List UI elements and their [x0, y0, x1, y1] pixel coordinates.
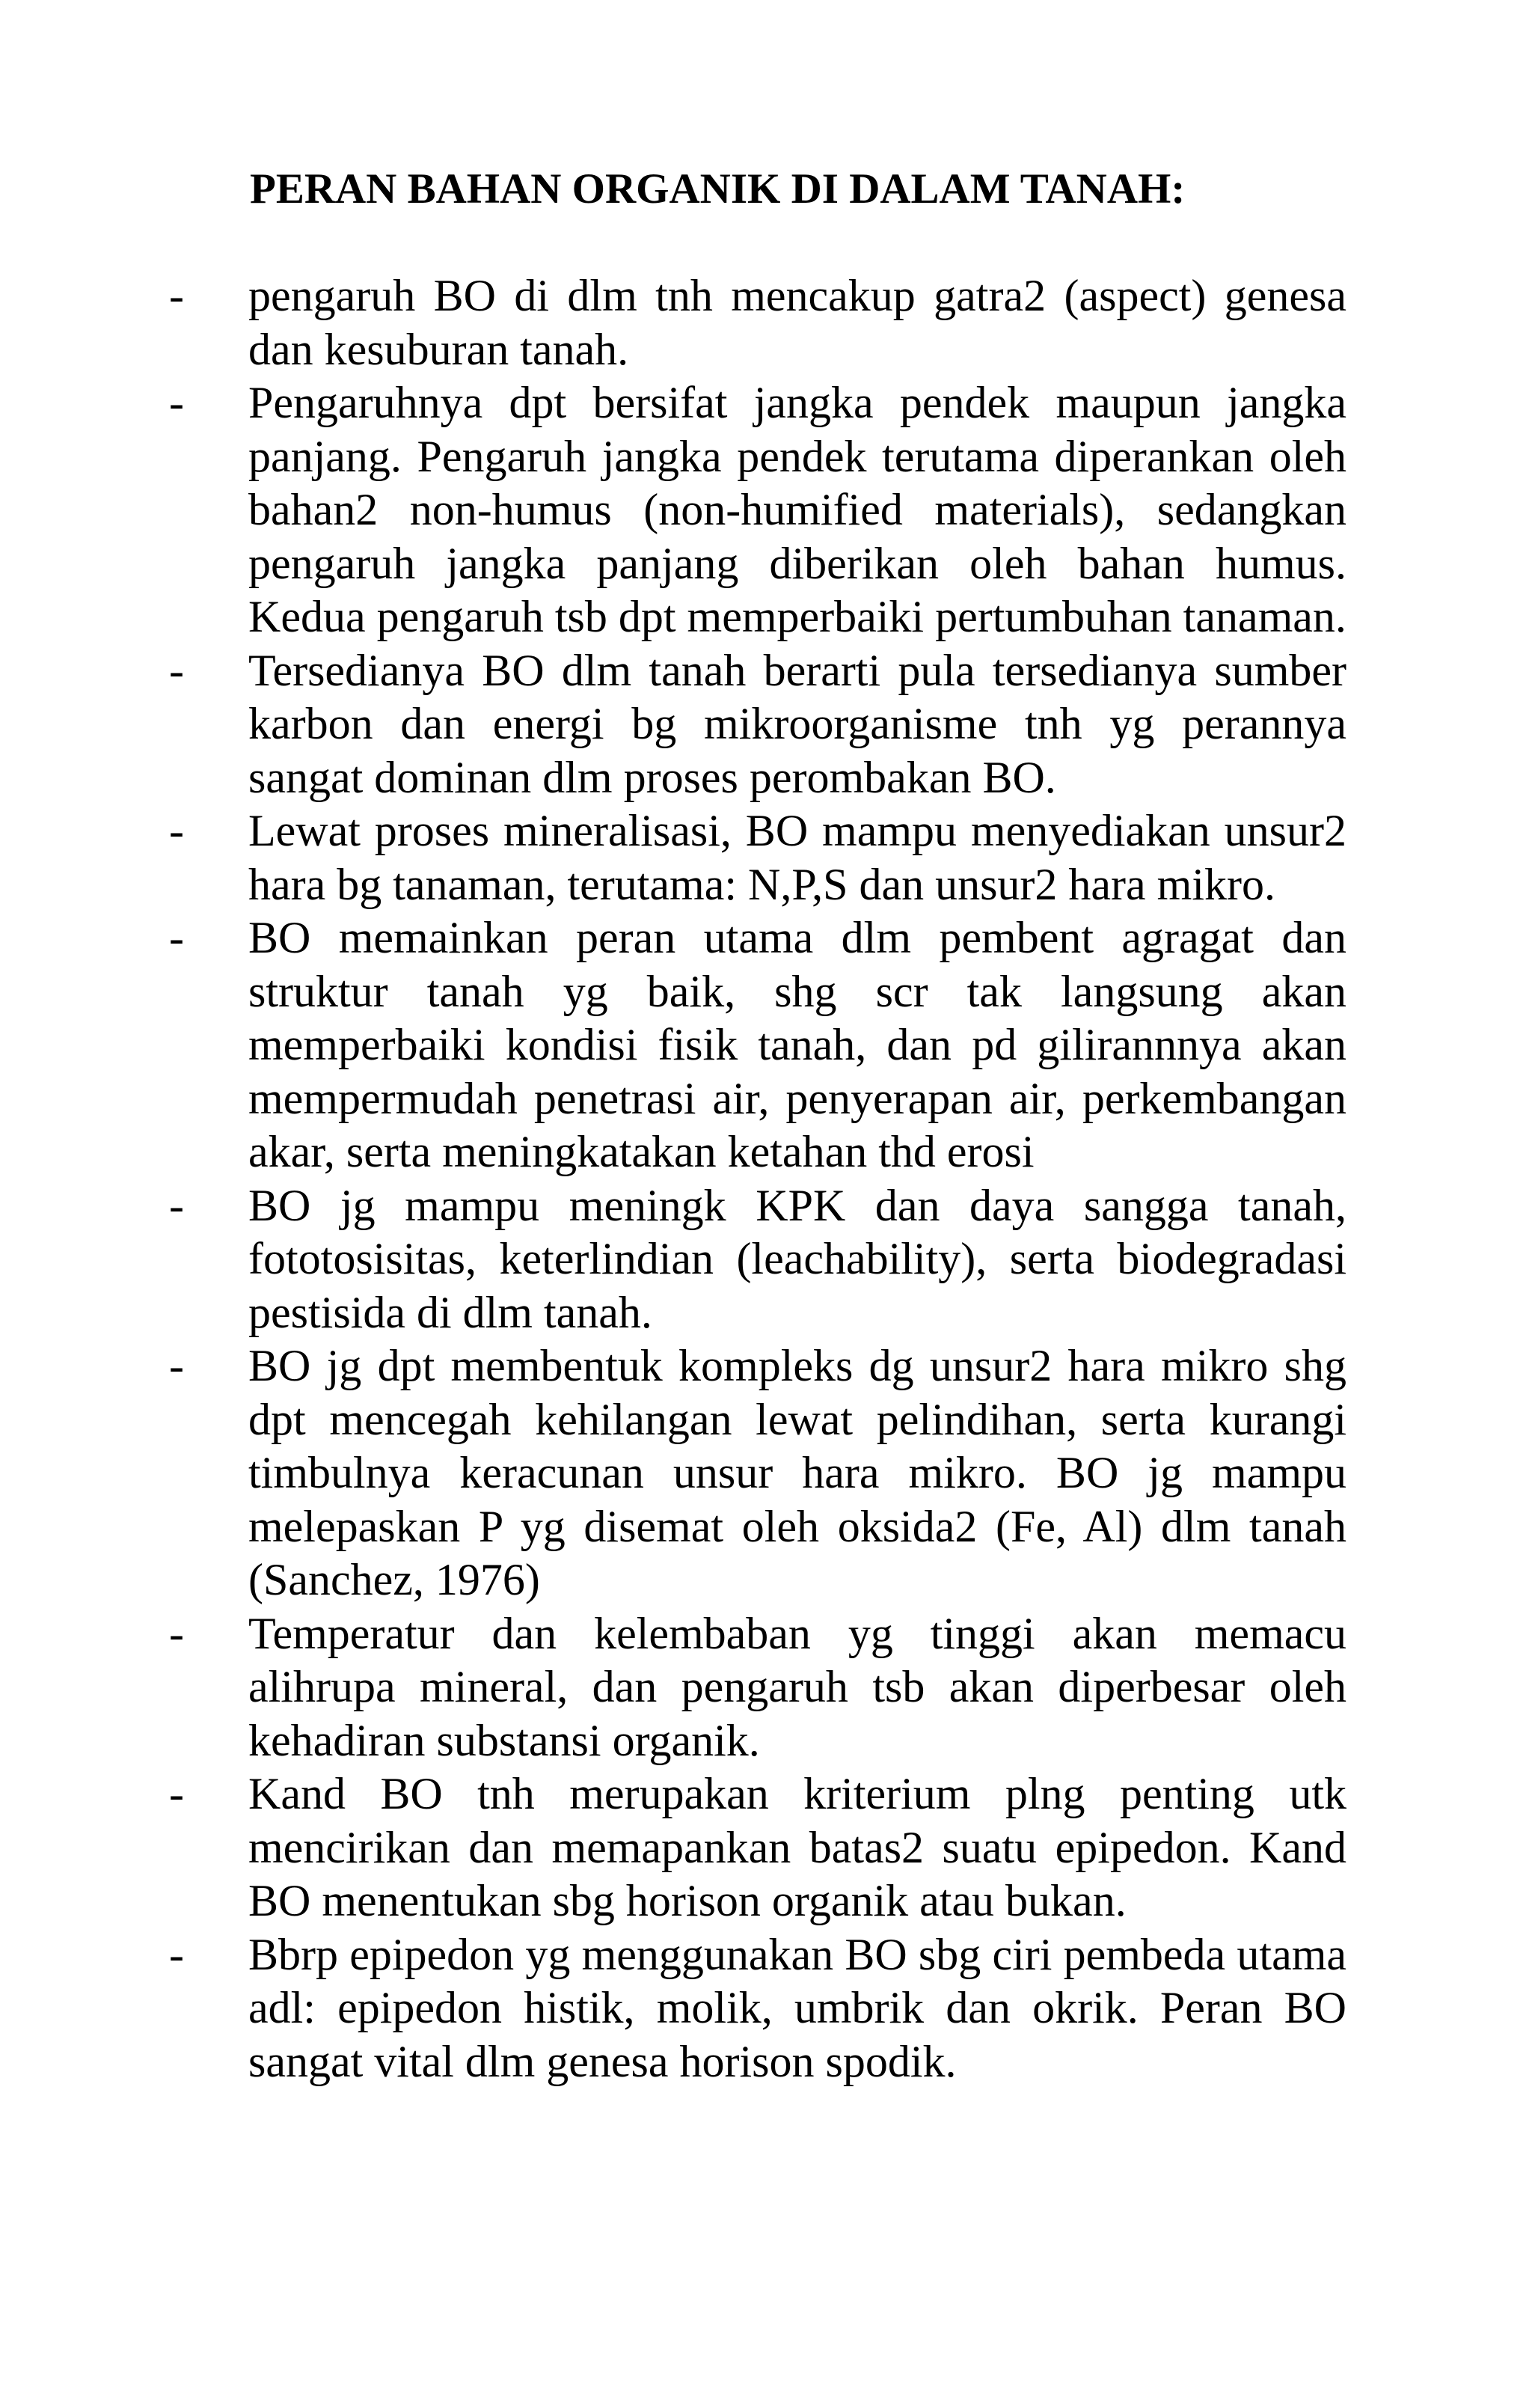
- bullet-dash: -: [169, 1929, 184, 1979]
- bullet-dash: -: [169, 378, 184, 427]
- list-item-text: Pengaruhnya dpt bersifat jangka pendek maupun jangka panjang. Pengaruh jangka pendek terutama diperankan oleh bahan2 non-humus (non-humified materials), sedangkan pengaruh jangka panjang diberikan oleh bahan humus. Kedua pengaruh tsb dpt memperbaiki pertumbuhan tanaman.: [248, 378, 1346, 641]
- page-title: PERAN BAHAN ORGANIK DI DALAM TANAH:: [250, 165, 1186, 213]
- list-item-text: BO jg mampu meningk KPK dan daya sangga tanah, fototosisitas, keterlindian (leachability), serta biodegradasi pestisida di dlm tanah.: [248, 1180, 1346, 1337]
- list-item: [0, 1339, 1532, 1607]
- list-item-text: pengaruh BO di dlm tnh mencakup gatra2 (aspect) genesa dan kesuburan tanah.: [248, 271, 1346, 374]
- list-item: [0, 1179, 1532, 1340]
- bullet-dash: -: [169, 1180, 184, 1230]
- list-item: [0, 1767, 1532, 1928]
- bullet-dash: -: [169, 645, 184, 695]
- list-item-text: BO jg dpt membentuk kompleks dg unsur2 hara mikro shg dpt mencegah kehilangan lewat pelindihan, serta kurangi timbulnya keracunan unsur hara mikro. BO jg mampu melepaskan P yg disemat oleh oksida2 (Fe, Al) dlm tanah (Sanchez, 1976): [248, 1341, 1346, 1604]
- bullet-dash: -: [169, 271, 184, 320]
- bullet-dash: -: [169, 913, 184, 962]
- bullet-dash: -: [169, 806, 184, 855]
- bullet-dash: -: [169, 1769, 184, 1818]
- bullet-dash: -: [169, 1608, 184, 1658]
- list-item-text: Temperatur dan kelembaban yg tinggi akan memacu alihrupa mineral, dan pengaruh tsb akan diperbesar oleh kehadiran substansi organik.: [248, 1608, 1346, 1765]
- list-item-text: Tersedianya BO dlm tanah berarti pula tersedianya sumber karbon dan energi bg mikroorganisme tnh yg perannya sangat dominan dlm proses perombakan BO.: [248, 645, 1346, 802]
- list-item: [0, 1928, 1532, 2089]
- list-item: [0, 911, 1532, 1179]
- list-item-text: Lewat proses mineralisasi, BO mampu menyediakan unsur2 hara bg tanaman, terutama: N,P,S dan unsur2 hara mikro.: [248, 806, 1346, 909]
- list-item: [0, 376, 1532, 644]
- list-item-text: Bbrp epipedon yg menggunakan BO sbg ciri pembeda utama adl: epipedon histik, molik, umbrik dan okrik. Peran BO sangat vital dlm genesa horison spodik.: [248, 1929, 1346, 2086]
- list-item: [0, 269, 1532, 376]
- list-item: [0, 804, 1532, 911]
- list-item: [0, 1607, 1532, 1768]
- bullet-dash: -: [169, 1341, 184, 1390]
- list-item: [0, 644, 1532, 805]
- list-item-text: BO memainkan peran utama dlm pembent agragat dan struktur tanah yg baik, shg scr tak langsung akan memperbaiki kondisi fisik tanah, dan pd gilirannnya akan mempermudah penetrasi air, penyerapan air, perkembangan akar, serta meningkatakan ketahan thd erosi: [248, 913, 1346, 1176]
- bullet-list: [0, 269, 1532, 2088]
- list-item-text: Kand BO tnh merupakan kriterium plng penting utk mencirikan dan memapankan batas2 suatu epipedon. Kand BO menentukan sbg horison organik atau bukan.: [248, 1769, 1346, 1925]
